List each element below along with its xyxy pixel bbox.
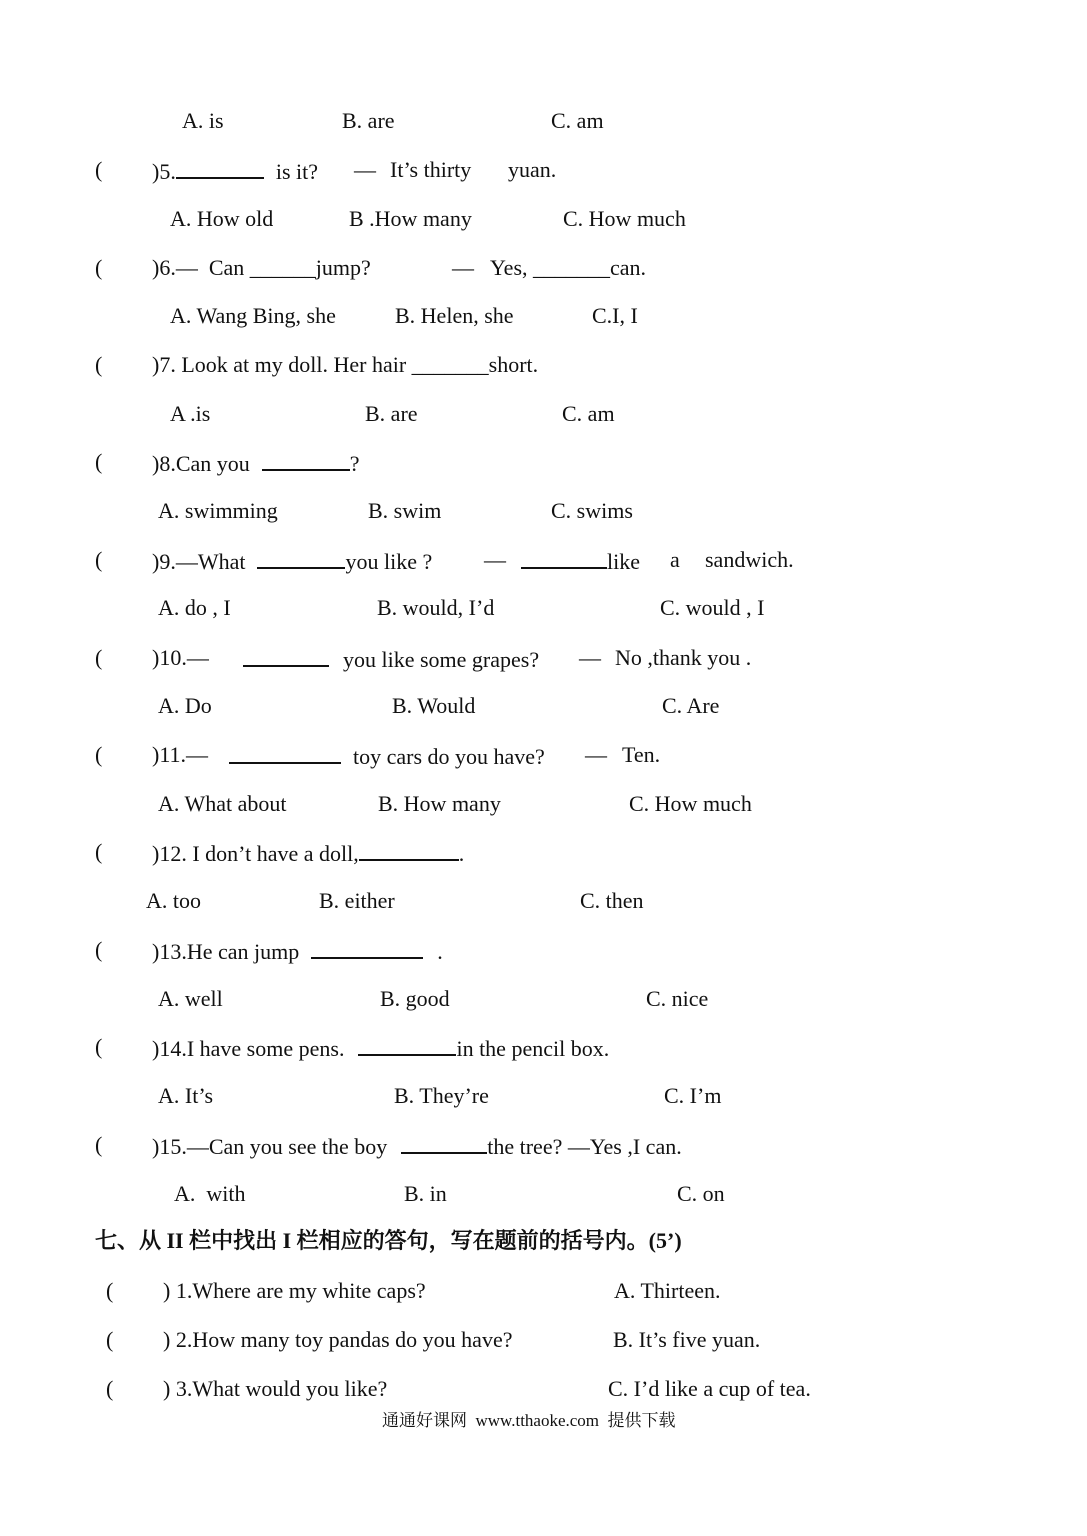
section7-heading: 七、从 II 栏中找出 I 栏相应的答句，写在题前的括号内。(5’) <box>95 1228 682 1253</box>
q8-paren: ( <box>95 449 103 474</box>
q14-option-b: B. They’re <box>394 1083 489 1108</box>
q15-stem <box>152 1134 682 1158</box>
s7-item1-question: ) 1.Where are my white caps? <box>163 1278 426 1303</box>
q6-stem: )6.— Can ______jump? <box>152 255 371 280</box>
s7-item2-paren: ( <box>106 1327 114 1352</box>
q11-option-c: C. How much <box>629 791 752 816</box>
q12-text: )12. I don’t have a doll, <box>152 841 359 866</box>
s7-item1-paren: ( <box>106 1278 114 1303</box>
q10-option-a: A. Do <box>158 693 212 718</box>
q15-paren: ( <box>95 1132 103 1157</box>
q12-stem <box>152 841 464 865</box>
q12-option-c: C. then <box>580 888 644 913</box>
q5-paren: ( <box>95 157 103 182</box>
q9-blank-1[interactable] <box>257 549 345 569</box>
q15-option-c: C. on <box>677 1181 725 1206</box>
q9-paren: ( <box>95 547 103 572</box>
q7-paren: ( <box>95 352 103 377</box>
q10-stem: )10.— <box>152 645 209 670</box>
q13-paren: ( <box>95 937 103 962</box>
q10-mid: you like some grapes? <box>343 647 540 672</box>
q11-option-b: B. How many <box>378 791 501 816</box>
q14-option-a: A. It’s <box>158 1083 213 1108</box>
q10-dash: — <box>579 645 601 670</box>
q11-paren: ( <box>95 742 103 767</box>
q10-paren: ( <box>95 645 103 670</box>
s7-item3-paren: ( <box>106 1376 114 1401</box>
q14-text: )14.I have some pens. <box>152 1036 345 1061</box>
q11-reply: Ten. <box>622 742 661 767</box>
q10-option-b: B. Would <box>392 693 476 718</box>
q5-after: is it? <box>275 159 318 184</box>
q6-option-b: B. Helen, she <box>395 303 514 328</box>
q14-blank[interactable] <box>358 1036 456 1056</box>
q13-option-c: C. nice <box>646 986 709 1011</box>
q9-dash: — <box>484 547 506 572</box>
q5-dash: — <box>354 157 376 182</box>
q11-stem: )11.— <box>152 742 209 767</box>
q8-blank[interactable] <box>262 451 350 471</box>
q13-text: )13.He can jump <box>152 939 300 964</box>
q4-option-c: C. am <box>551 108 604 133</box>
q11-blank[interactable] <box>229 744 341 764</box>
q10-blank-row <box>243 647 539 671</box>
q9-end-a: like <box>607 549 640 574</box>
q8-option-b: B. swim <box>368 498 442 523</box>
s7-item3-answer: C. I’d like a cup of tea. <box>608 1376 811 1401</box>
q12-option-a: A. too <box>146 888 201 913</box>
q7-option-a: A .is <box>170 401 211 426</box>
q13-option-a: A. well <box>158 986 223 1011</box>
q11-dash: — <box>585 742 607 767</box>
q8-text: )8.Can you <box>152 451 250 476</box>
q5-number: )5. <box>152 159 176 184</box>
s7-item3-question: ) 3.What would you like? <box>163 1376 388 1401</box>
q6-option-a: A. Wang Bing, she <box>170 303 336 328</box>
q9-option-b: B. would, I’d <box>377 595 495 620</box>
q11-option-a: A. What about <box>158 791 287 816</box>
q10-option-c: C. Are <box>662 693 720 718</box>
q12-end: . <box>458 841 465 866</box>
q7-option-b: B. are <box>365 401 418 426</box>
q4-option-a: A. is <box>182 108 224 133</box>
q14-paren: ( <box>95 1034 103 1059</box>
s7-item2-answer: B. It’s five yuan. <box>613 1327 761 1352</box>
q15-text: )15.—Can you see the boy <box>152 1134 388 1159</box>
q10-blank[interactable] <box>243 647 329 667</box>
q12-paren: ( <box>95 839 103 864</box>
q7-option-c: C. am <box>562 401 615 426</box>
q9-mid: you like ? <box>345 549 433 574</box>
q9-option-a: A. do , I <box>158 595 231 620</box>
q6-reply: Yes, _______can. <box>490 255 647 280</box>
q15-option-b: B. in <box>404 1181 447 1206</box>
s7-item1-answer: A. Thirteen. <box>614 1278 721 1303</box>
q9-stem <box>152 549 432 573</box>
q12-blank[interactable] <box>359 841 459 861</box>
q9-reply <box>521 549 640 573</box>
q6-option-c: C.I, I <box>592 303 638 328</box>
q13-blank[interactable] <box>311 939 423 959</box>
q14-option-c: C. I’m <box>664 1083 722 1108</box>
q8-end: ? <box>349 451 360 476</box>
q12-option-b: B. either <box>319 888 395 913</box>
q9-end-b: a <box>670 547 680 572</box>
q15-blank[interactable] <box>401 1134 487 1154</box>
q9-text: )9.—What <box>152 549 246 574</box>
q13-option-b: B. good <box>380 986 450 1011</box>
q9-blank-2[interactable] <box>521 549 607 569</box>
q8-option-a: A. swimming <box>158 498 278 523</box>
q15-end: the tree? —Yes ,I can. <box>487 1134 682 1159</box>
s7-item2-question: ) 2.How many toy pandas do you have? <box>163 1327 513 1352</box>
q13-stem <box>152 939 443 963</box>
q4-option-b: B. are <box>342 108 395 133</box>
q14-stem <box>152 1036 609 1060</box>
q5-option-a: A. How old <box>170 206 274 231</box>
q14-end: in the pencil box. <box>456 1036 610 1061</box>
q5-stem <box>152 159 318 183</box>
q5-blank[interactable] <box>176 159 264 179</box>
q8-stem <box>152 451 360 475</box>
q5-option-b: B .How many <box>349 206 472 231</box>
q5-reply-end: yuan. <box>508 157 557 182</box>
q8-option-c: C. swims <box>551 498 633 523</box>
q9-option-c: C. would , I <box>660 595 765 620</box>
q5-reply: It’s thirty <box>390 157 472 182</box>
q11-blank-row <box>229 744 545 768</box>
q7-stem: )7. Look at my doll. Her hair _______short. <box>152 352 539 377</box>
q13-end: . <box>437 939 443 964</box>
q5-option-c: C. How much <box>563 206 686 231</box>
q9-end-c: sandwich. <box>705 547 794 572</box>
q15-option-a: A. with <box>174 1181 246 1206</box>
q6-paren: ( <box>95 255 103 280</box>
q6-dash: — <box>452 255 474 280</box>
footer-download-note: 通通好课网 www.tthaoke.com 提供下载 <box>382 1411 676 1430</box>
q11-mid: toy cars do you have? <box>353 744 545 769</box>
q10-reply: No ,thank you . <box>615 645 752 670</box>
